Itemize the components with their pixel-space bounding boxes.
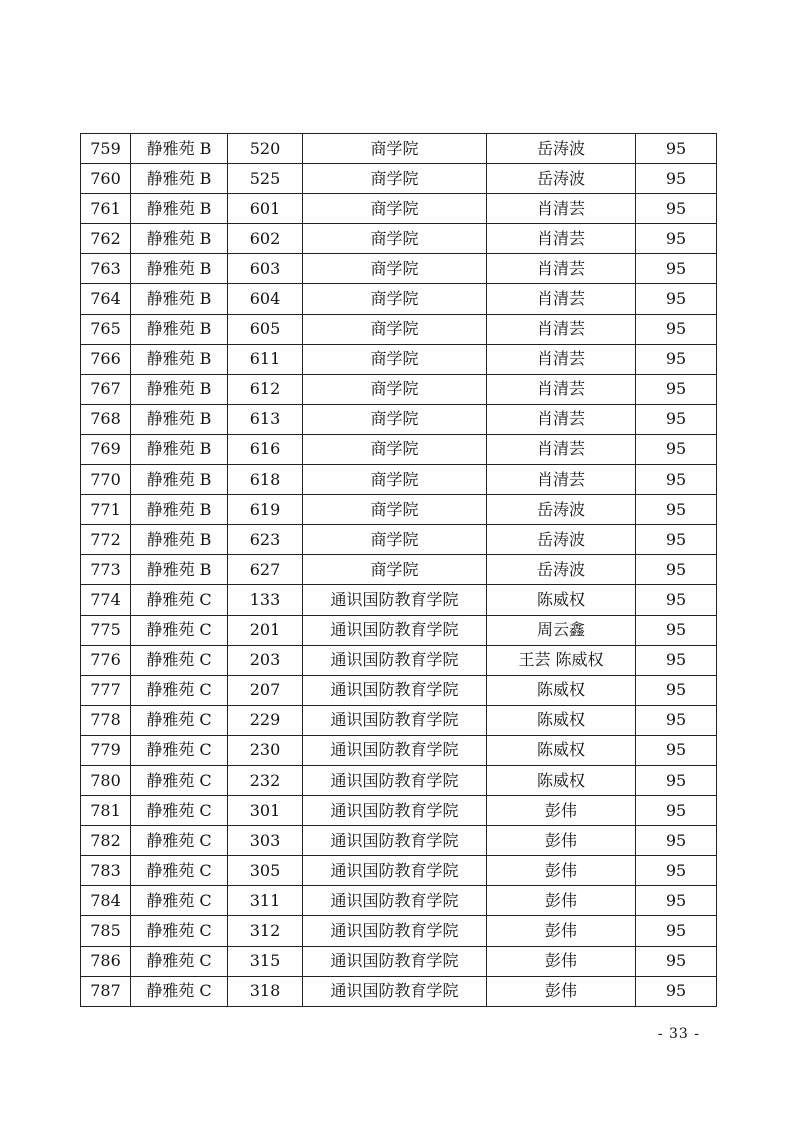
row-number-cell: 764 bbox=[81, 284, 131, 314]
table-row bbox=[81, 254, 717, 284]
score-cell: 95 bbox=[636, 404, 717, 434]
college-cell: 商学院 bbox=[303, 194, 487, 224]
row-number-cell: 759 bbox=[81, 134, 131, 164]
score-cell: 95 bbox=[636, 284, 717, 314]
table-row bbox=[81, 976, 717, 1006]
room-number-cell: 315 bbox=[228, 946, 303, 976]
score-cell: 95 bbox=[636, 465, 717, 495]
building-cell: 静雅苑 B bbox=[131, 525, 228, 555]
table-row bbox=[81, 344, 717, 374]
score-cell: 95 bbox=[636, 916, 717, 946]
room-number-cell: 611 bbox=[228, 344, 303, 374]
counselor-cell: 彭伟 bbox=[487, 796, 636, 826]
row-number-cell: 769 bbox=[81, 434, 131, 464]
row-number-cell: 776 bbox=[81, 645, 131, 675]
table-row bbox=[81, 645, 717, 675]
score-cell: 95 bbox=[636, 224, 717, 254]
college-cell: 通识国防教育学院 bbox=[303, 645, 487, 675]
row-number-cell: 780 bbox=[81, 765, 131, 795]
college-cell: 通识国防教育学院 bbox=[303, 705, 487, 735]
score-cell: 95 bbox=[636, 254, 717, 284]
row-number-cell: 782 bbox=[81, 826, 131, 856]
row-number-cell: 770 bbox=[81, 465, 131, 495]
score-cell: 95 bbox=[636, 675, 717, 705]
score-cell: 95 bbox=[636, 856, 717, 886]
table-row bbox=[81, 465, 717, 495]
counselor-cell: 彭伟 bbox=[487, 856, 636, 886]
score-cell: 95 bbox=[636, 886, 717, 916]
room-number-cell: 303 bbox=[228, 826, 303, 856]
building-cell: 静雅苑 C bbox=[131, 765, 228, 795]
building-cell: 静雅苑 B bbox=[131, 164, 228, 194]
room-number-cell: 604 bbox=[228, 284, 303, 314]
row-number-cell: 767 bbox=[81, 374, 131, 404]
counselor-cell: 肖清芸 bbox=[487, 314, 636, 344]
row-number-cell: 774 bbox=[81, 585, 131, 615]
college-cell: 商学院 bbox=[303, 434, 487, 464]
table-row bbox=[81, 916, 717, 946]
building-cell: 静雅苑 B bbox=[131, 344, 228, 374]
room-number-cell: 618 bbox=[228, 465, 303, 495]
counselor-cell: 肖清芸 bbox=[487, 404, 636, 434]
counselor-cell: 周云鑫 bbox=[487, 615, 636, 645]
room-number-cell: 613 bbox=[228, 404, 303, 434]
row-number-cell: 762 bbox=[81, 224, 131, 254]
college-cell: 通识国防教育学院 bbox=[303, 615, 487, 645]
college-cell: 商学院 bbox=[303, 224, 487, 254]
college-cell: 商学院 bbox=[303, 254, 487, 284]
counselor-cell: 岳涛波 bbox=[487, 164, 636, 194]
room-number-cell: 619 bbox=[228, 495, 303, 525]
table-row bbox=[81, 224, 717, 254]
room-number-cell: 627 bbox=[228, 555, 303, 585]
counselor-cell: 肖清芸 bbox=[487, 224, 636, 254]
counselor-cell: 肖清芸 bbox=[487, 374, 636, 404]
row-number-cell: 786 bbox=[81, 946, 131, 976]
college-cell: 通识国防教育学院 bbox=[303, 946, 487, 976]
building-cell: 静雅苑 C bbox=[131, 886, 228, 916]
table-row bbox=[81, 374, 717, 404]
counselor-cell: 岳涛波 bbox=[487, 495, 636, 525]
row-number-cell: 766 bbox=[81, 344, 131, 374]
building-cell: 静雅苑 C bbox=[131, 735, 228, 765]
room-number-cell: 201 bbox=[228, 615, 303, 645]
counselor-cell: 王芸 陈威权 bbox=[487, 645, 636, 675]
score-cell: 95 bbox=[636, 555, 717, 585]
score-cell: 95 bbox=[636, 525, 717, 555]
room-number-cell: 623 bbox=[228, 525, 303, 555]
row-number-cell: 784 bbox=[81, 886, 131, 916]
room-number-cell: 229 bbox=[228, 705, 303, 735]
counselor-cell: 陈威权 bbox=[487, 765, 636, 795]
building-cell: 静雅苑 B bbox=[131, 465, 228, 495]
table-row bbox=[81, 735, 717, 765]
college-cell: 通识国防教育学院 bbox=[303, 826, 487, 856]
table-row bbox=[81, 525, 717, 555]
table-row bbox=[81, 434, 717, 464]
college-cell: 商学院 bbox=[303, 465, 487, 495]
building-cell: 静雅苑 C bbox=[131, 585, 228, 615]
building-cell: 静雅苑 B bbox=[131, 374, 228, 404]
room-number-cell: 602 bbox=[228, 224, 303, 254]
college-cell: 商学院 bbox=[303, 404, 487, 434]
room-number-cell: 232 bbox=[228, 765, 303, 795]
room-number-cell: 305 bbox=[228, 856, 303, 886]
college-cell: 商学院 bbox=[303, 525, 487, 555]
score-cell: 95 bbox=[636, 645, 717, 675]
college-cell: 商学院 bbox=[303, 344, 487, 374]
table-row bbox=[81, 826, 717, 856]
counselor-cell: 陈威权 bbox=[487, 675, 636, 705]
counselor-cell: 彭伟 bbox=[487, 886, 636, 916]
table-row bbox=[81, 796, 717, 826]
table-row bbox=[81, 705, 717, 735]
room-number-cell: 230 bbox=[228, 735, 303, 765]
counselor-cell: 岳涛波 bbox=[487, 134, 636, 164]
college-cell: 商学院 bbox=[303, 134, 487, 164]
row-number-cell: 775 bbox=[81, 615, 131, 645]
row-number-cell: 773 bbox=[81, 555, 131, 585]
building-cell: 静雅苑 B bbox=[131, 404, 228, 434]
room-number-cell: 616 bbox=[228, 434, 303, 464]
counselor-cell: 肖清芸 bbox=[487, 434, 636, 464]
room-number-cell: 525 bbox=[228, 164, 303, 194]
building-cell: 静雅苑 B bbox=[131, 555, 228, 585]
counselor-cell: 陈威权 bbox=[487, 735, 636, 765]
score-cell: 95 bbox=[636, 194, 717, 224]
room-number-cell: 312 bbox=[228, 916, 303, 946]
college-cell: 商学院 bbox=[303, 374, 487, 404]
table-row bbox=[81, 134, 717, 164]
row-number-cell: 763 bbox=[81, 254, 131, 284]
counselor-cell: 岳涛波 bbox=[487, 525, 636, 555]
building-cell: 静雅苑 B bbox=[131, 314, 228, 344]
room-number-cell: 133 bbox=[228, 585, 303, 615]
table-row bbox=[81, 164, 717, 194]
building-cell: 静雅苑 B bbox=[131, 495, 228, 525]
row-number-cell: 765 bbox=[81, 314, 131, 344]
college-cell: 商学院 bbox=[303, 495, 487, 525]
score-cell: 95 bbox=[636, 585, 717, 615]
page-number: - 33 - bbox=[657, 1026, 700, 1042]
counselor-cell: 肖清芸 bbox=[487, 344, 636, 374]
score-cell: 95 bbox=[636, 344, 717, 374]
row-number-cell: 777 bbox=[81, 675, 131, 705]
row-number-cell: 772 bbox=[81, 525, 131, 555]
building-cell: 静雅苑 C bbox=[131, 916, 228, 946]
table-row bbox=[81, 404, 717, 434]
college-cell: 通识国防教育学院 bbox=[303, 976, 487, 1006]
score-cell: 95 bbox=[636, 495, 717, 525]
score-cell: 95 bbox=[636, 735, 717, 765]
dormitory-score-table bbox=[80, 133, 717, 1007]
building-cell: 静雅苑 B bbox=[131, 134, 228, 164]
row-number-cell: 760 bbox=[81, 164, 131, 194]
room-number-cell: 603 bbox=[228, 254, 303, 284]
room-number-cell: 301 bbox=[228, 796, 303, 826]
room-number-cell: 311 bbox=[228, 886, 303, 916]
table-row bbox=[81, 886, 717, 916]
counselor-cell: 彭伟 bbox=[487, 826, 636, 856]
college-cell: 通识国防教育学院 bbox=[303, 796, 487, 826]
building-cell: 静雅苑 C bbox=[131, 645, 228, 675]
table-row bbox=[81, 856, 717, 886]
row-number-cell: 771 bbox=[81, 495, 131, 525]
building-cell: 静雅苑 B bbox=[131, 224, 228, 254]
score-cell: 95 bbox=[636, 796, 717, 826]
room-number-cell: 520 bbox=[228, 134, 303, 164]
row-number-cell: 787 bbox=[81, 976, 131, 1006]
building-cell: 静雅苑 C bbox=[131, 946, 228, 976]
counselor-cell: 陈威权 bbox=[487, 585, 636, 615]
college-cell: 商学院 bbox=[303, 164, 487, 194]
score-cell: 95 bbox=[636, 705, 717, 735]
table-row bbox=[81, 615, 717, 645]
table-row bbox=[81, 675, 717, 705]
building-cell: 静雅苑 C bbox=[131, 976, 228, 1006]
counselor-cell: 肖清芸 bbox=[487, 194, 636, 224]
building-cell: 静雅苑 B bbox=[131, 284, 228, 314]
table-row bbox=[81, 585, 717, 615]
row-number-cell: 785 bbox=[81, 916, 131, 946]
score-cell: 95 bbox=[636, 826, 717, 856]
table-row bbox=[81, 555, 717, 585]
room-number-cell: 207 bbox=[228, 675, 303, 705]
counselor-cell: 岳涛波 bbox=[487, 555, 636, 585]
row-number-cell: 778 bbox=[81, 705, 131, 735]
score-cell: 95 bbox=[636, 164, 717, 194]
room-number-cell: 605 bbox=[228, 314, 303, 344]
college-cell: 通识国防教育学院 bbox=[303, 765, 487, 795]
building-cell: 静雅苑 B bbox=[131, 254, 228, 284]
building-cell: 静雅苑 C bbox=[131, 796, 228, 826]
score-cell: 95 bbox=[636, 946, 717, 976]
row-number-cell: 783 bbox=[81, 856, 131, 886]
score-cell: 95 bbox=[636, 615, 717, 645]
counselor-cell: 彭伟 bbox=[487, 976, 636, 1006]
table-body bbox=[81, 134, 717, 1007]
building-cell: 静雅苑 C bbox=[131, 705, 228, 735]
counselor-cell: 肖清芸 bbox=[487, 254, 636, 284]
college-cell: 商学院 bbox=[303, 284, 487, 314]
table-row bbox=[81, 194, 717, 224]
score-cell: 95 bbox=[636, 134, 717, 164]
table-row bbox=[81, 284, 717, 314]
building-cell: 静雅苑 C bbox=[131, 615, 228, 645]
building-cell: 静雅苑 C bbox=[131, 856, 228, 886]
college-cell: 通识国防教育学院 bbox=[303, 585, 487, 615]
score-cell: 95 bbox=[636, 374, 717, 404]
table-row bbox=[81, 495, 717, 525]
counselor-cell: 肖清芸 bbox=[487, 465, 636, 495]
row-number-cell: 779 bbox=[81, 735, 131, 765]
building-cell: 静雅苑 B bbox=[131, 434, 228, 464]
college-cell: 通识国防教育学院 bbox=[303, 916, 487, 946]
table-row bbox=[81, 314, 717, 344]
college-cell: 商学院 bbox=[303, 314, 487, 344]
room-number-cell: 612 bbox=[228, 374, 303, 404]
score-cell: 95 bbox=[636, 976, 717, 1006]
counselor-cell: 彭伟 bbox=[487, 916, 636, 946]
college-cell: 通识国防教育学院 bbox=[303, 886, 487, 916]
building-cell: 静雅苑 B bbox=[131, 194, 228, 224]
table-row bbox=[81, 765, 717, 795]
room-number-cell: 601 bbox=[228, 194, 303, 224]
counselor-cell: 彭伟 bbox=[487, 946, 636, 976]
row-number-cell: 781 bbox=[81, 796, 131, 826]
building-cell: 静雅苑 C bbox=[131, 675, 228, 705]
college-cell: 通识国防教育学院 bbox=[303, 675, 487, 705]
room-number-cell: 203 bbox=[228, 645, 303, 675]
row-number-cell: 761 bbox=[81, 194, 131, 224]
college-cell: 通识国防教育学院 bbox=[303, 735, 487, 765]
score-cell: 95 bbox=[636, 314, 717, 344]
score-cell: 95 bbox=[636, 765, 717, 795]
college-cell: 通识国防教育学院 bbox=[303, 856, 487, 886]
counselor-cell: 肖清芸 bbox=[487, 284, 636, 314]
counselor-cell: 陈威权 bbox=[487, 705, 636, 735]
table-row bbox=[81, 946, 717, 976]
room-number-cell: 318 bbox=[228, 976, 303, 1006]
score-cell: 95 bbox=[636, 434, 717, 464]
row-number-cell: 768 bbox=[81, 404, 131, 434]
college-cell: 商学院 bbox=[303, 555, 487, 585]
building-cell: 静雅苑 C bbox=[131, 826, 228, 856]
